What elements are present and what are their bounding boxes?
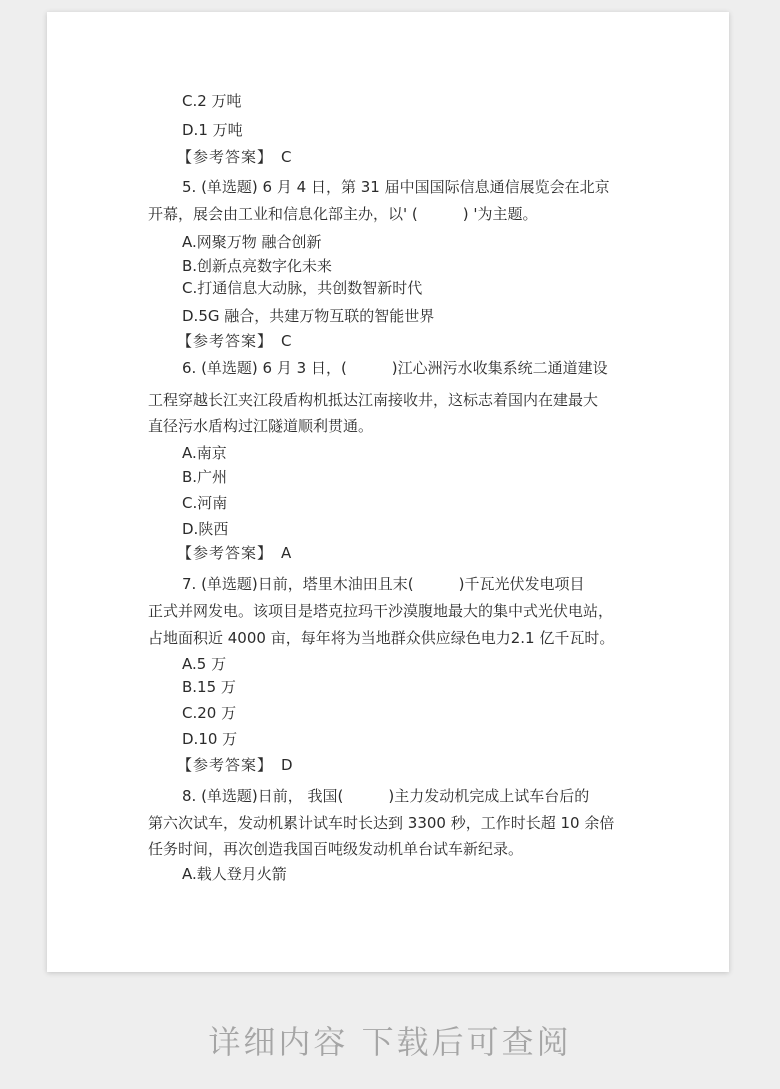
- option-c: C.河南: [182, 494, 228, 512]
- answer-line: [177, 543, 291, 563]
- answer-label: 【参考答案】: [177, 332, 274, 350]
- answer-value: C: [281, 148, 292, 166]
- answer-line: [177, 331, 292, 351]
- answer-label: 【参考答案】: [177, 756, 274, 774]
- question-6-line-2: 工程穿越长江夹江段盾构机抵达江南接收井，这标志着国内在建最大: [148, 391, 599, 409]
- option-d: D.5G 融合，共建万物互联的智能世界: [182, 307, 435, 325]
- footer-notice: 详细内容 下载后可查阅: [208, 1023, 572, 1061]
- option-a: A.5 万: [182, 655, 227, 673]
- option-b: B.广州: [182, 468, 228, 486]
- option-c: C.2 万吨: [182, 92, 242, 110]
- answer-label: 【参考答案】: [177, 544, 274, 562]
- document-page: [47, 12, 729, 972]
- option-c: C.打通信息大动脉，共创数智新时代: [182, 279, 423, 297]
- answer-value: D: [281, 756, 293, 774]
- option-a: A.南京: [182, 444, 227, 462]
- option-d: D.1 万吨: [182, 121, 243, 139]
- answer-line: [177, 755, 293, 775]
- answer-value: A: [281, 544, 292, 562]
- question-5-line-2: 开幕，展会由工业和信息化部主办，以' ( ) '为主题。: [148, 205, 538, 223]
- question-7-line-3: 占地面积近 4000 亩，每年将为当地群众供应绿色电力2.1 亿千瓦时。: [148, 629, 615, 647]
- option-a: A.载人登月火箭: [182, 865, 287, 883]
- question-7-line-1: 7. (单选题)日前，塔里木油田且末( )千瓦光伏发电项目: [182, 575, 585, 593]
- answer-line: [177, 147, 292, 167]
- question-6-line-3: 直径污水盾构过江隧道顺利贯通。: [148, 417, 374, 435]
- option-d: D.10 万: [182, 730, 238, 748]
- question-7-line-2: 正式并网发电。该项目是塔克拉玛干沙漠腹地最大的集中式光伏电站，: [148, 602, 614, 620]
- option-d: D.陕西: [182, 520, 229, 538]
- option-b: B.创新点亮数字化未来: [182, 257, 333, 275]
- question-8-line-3: 任务时间，再次创造我国百吨级发动机单台试车新纪录。: [148, 840, 524, 858]
- option-c: C.20 万: [182, 704, 237, 722]
- option-b: B.15 万: [182, 678, 236, 696]
- question-8-line-1: 8. (单选题)日前， 我国( )主力发动机完成上试车台后的: [182, 787, 590, 805]
- answer-label: 【参考答案】: [177, 148, 274, 166]
- question-8-line-2: 第六次试车，发动机累计试车时长达到 3300 秒，工作时长超 10 余倍: [148, 814, 615, 832]
- question-5-line-1: 5. (单选题) 6 月 4 日，第 31 届中国国际信息通信展览会在北京: [182, 178, 610, 196]
- answer-value: C: [281, 332, 292, 350]
- question-6-line-1: 6. (单选题) 6 月 3 日，( )江心洲污水收集系统二通道建设: [182, 359, 608, 377]
- option-a: A.网聚万物 融合创新: [182, 233, 322, 251]
